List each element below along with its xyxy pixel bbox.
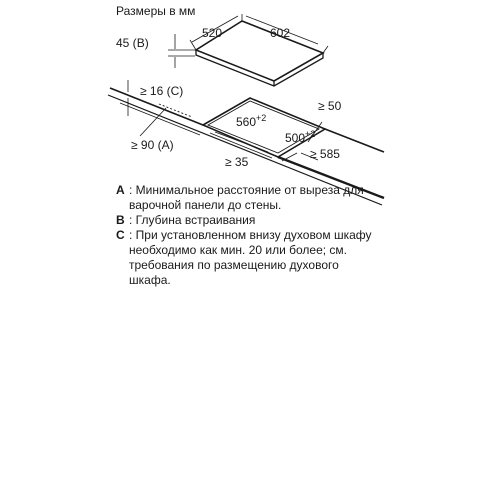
front-gap-label: ≥ 16 (C)	[140, 84, 184, 98]
page-title: Размеры в мм	[116, 4, 196, 18]
wall-distance-label: ≥ 90 (A)	[131, 138, 174, 152]
note-b	[116, 213, 376, 228]
cutout-depth-label: $500^{+2}$	[285, 129, 316, 145]
note-text: : Минимальное расстояние от выреза для варочной панели до стены.	[129, 183, 364, 212]
note-key: B	[116, 213, 125, 227]
note-text: : При установленном внизу духовом шкафу необходимо как мин. 20 или более; см. требования по размещению духового шкафа.	[129, 228, 372, 287]
notes-list	[116, 183, 376, 288]
note-key: C	[116, 228, 125, 242]
hob-width-label: 602	[270, 26, 291, 40]
hob-depth-label: 520	[202, 26, 223, 40]
cutout-width-label: $560^{+2}$	[236, 113, 267, 129]
worktop-thickness-label: ≥ 35	[225, 155, 249, 169]
side-clearance-label: ≥ 50	[318, 99, 342, 113]
hob-height-label: 45 (B)	[116, 36, 149, 50]
note-key: A	[116, 183, 125, 197]
worktop-depth-label: ≥ 585	[310, 147, 340, 161]
note-c	[116, 228, 376, 288]
note-a	[116, 183, 376, 213]
note-text: : Глубина встраивания	[129, 213, 256, 227]
